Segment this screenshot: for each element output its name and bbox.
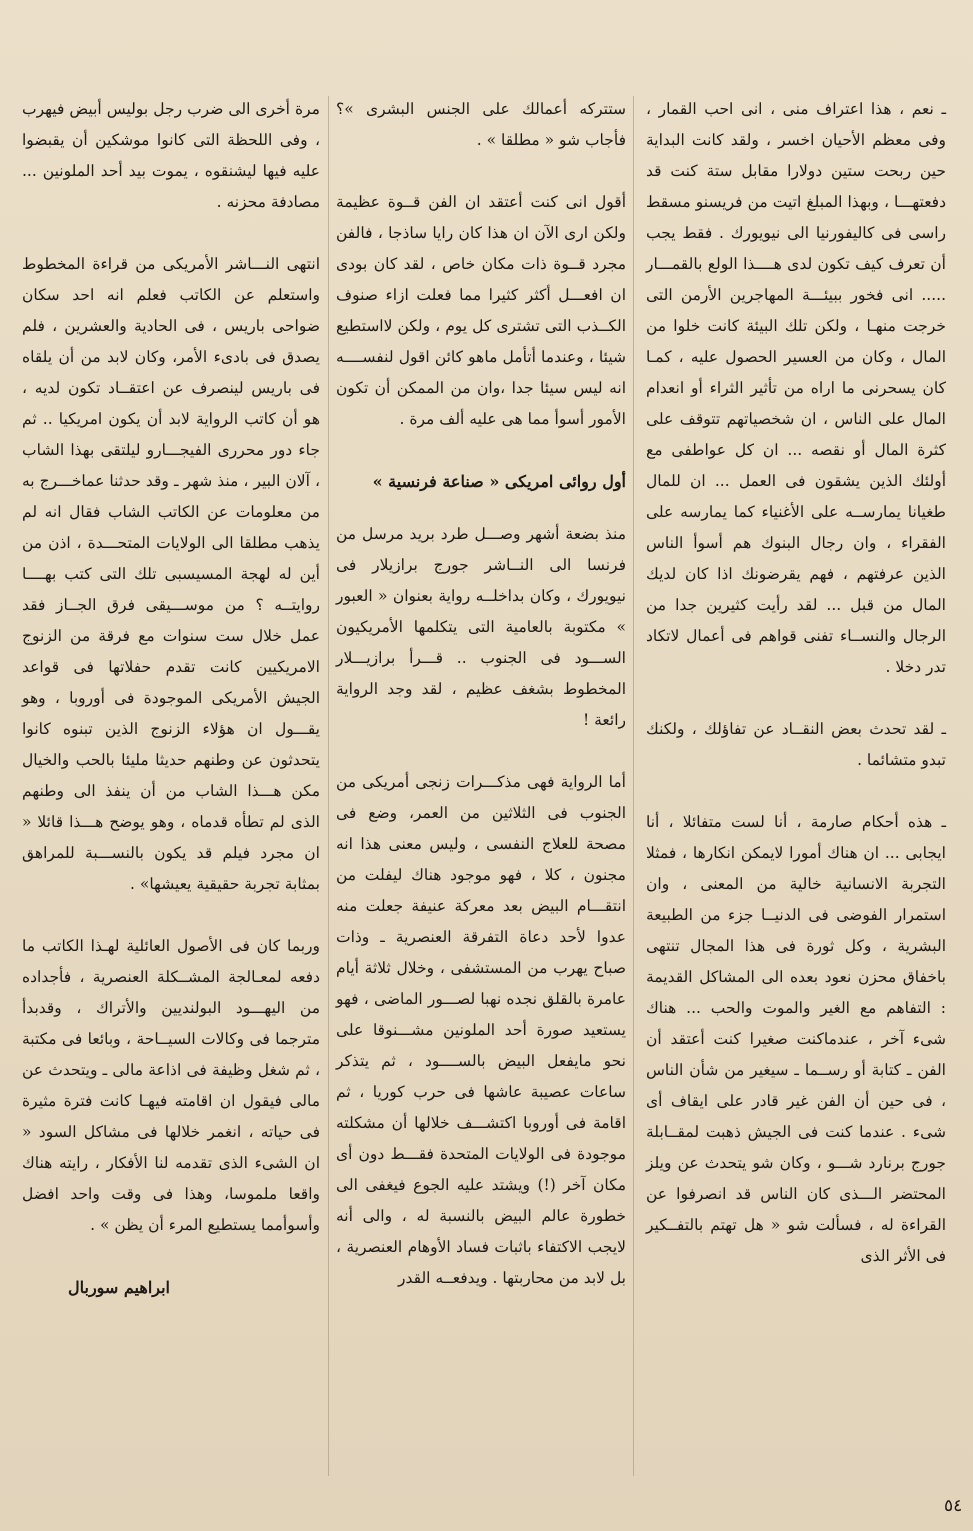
paragraph: ـ هذه أحكام صارمة ، أنا لست متفائلا ، أنا ايجابى ... ان هناك أمورا لايمكن انكارها ، فمثلا التجربة الانسانية خالية من المعنى ، وان استمرار الفوضى فى الدنيــا جزء من الطبيعة البشرية ، وكل ثورة فى هذا المجال تنتهى باخفاق محزن نعود بعده الى المشاكل القديمة : التفاهم مع الغير والموت والحب ... هناك شىء آخر ، عندماكنت صغيرا كنت أعتقد أن الفن ـ كتابة أو رســما ـ سيغير من شأن الناس ، فى حين أن الفن غير قادر على ايقاف أى شىء . عندما كنت فى الجيش ذهبت لمقــابلة جورج برنارد شـــو ، وكان شو يتحدث عن ويلز المحتضر الـــذى كان الناس قد انصرفوا عن القراءة له ، فسألت شو « هل تهتم بالتفــكير فى الأثر الذى [646, 813, 946, 1265]
column-middle [336, 94, 626, 1325]
paragraph: منذ بضعة أشهر وصـــل طرد بريد مرسل من فرنسا الى النــاشر جورج برازيلار فى نيويورك ، وكان بداخلــه رواية بعنوان « العبور » مكتوبة بالعامية التى يتكلمها الأمريكيون الســـود فى الجنوب .. قـــرأ برازيـــلار المخطوط بشغف عظيم ، لقد وجد الرواية رائعة ! [336, 525, 626, 729]
paragraph: أما الرواية فهى مذكـــرات زنجى أمريكى من الجنوب فى الثلاثين من العمر، وضع فى مصحة للعلاج النفسى ، وليس معنى هذا انه مجنون ، كلا ، فهو موجود هناك ليفلت من انتقـــام البيض بعد معركة عنيفة جعلت منه عدوا لأحد دعاة التفرقة العنصرية ـ وذات صباح يهرب من المستشفى ، وخلال ثلاثة أيام عامرة بالقلق نجده نهبا لصـــور الماضى ، فهو يستعيد صورة أحد الملونين مشـــنوقا على نحو مايفعل البيض بالســــود ، ثم يتذكر ساعات عصيبة عاشها فى حرب كوريا ، ثم اقامة فى أوروبا اكتشـــف خلالها أن مشكلته موجودة فى الولايات المتحدة فقـــط دون أى مكان آخر (!) ويشتد عليه الجوع فيغفى الى خطورة عالم البيض بالنسبة له ، والى أنه لايجب الاكتفاء باثبات فساد الأوهام العنصرية ، بل لابد من محاربتها . ويدفعــه القدر [336, 773, 626, 1287]
column-left [22, 94, 320, 1303]
section-heading: أول روائى امريكى « صناعة فرنسية » [372, 472, 626, 491]
column-divider-left [328, 96, 329, 1476]
paragraph: مرة أخرى الى ضرب رجل بوليس أبيض فيهرب ، وفى اللحظة التى كانوا موشكين أن يقبضوا عليه فيها ليشنقوه ، يموت بيد أحد الملونين ... مصادفة محزنه . [22, 100, 320, 211]
paragraph: انتهى النـــاشر الأمريكى من قراءة المخطوط واستعلم عن الكاتب فعلم انه احد سكان ضواحى باريس ، فى الحادية والعشرين ، فلم يصدق فى بادىء الأمر، وكان لابد من أن يلقاه فى باريس لينصرف عن اعتقــاد تكون لديه ، هو أن كاتب الرواية لابد أن يكون امريكيا .. ثم جاء دور محررى الفيجـــارو ليلتقى بهذا الشاب ، آلان البير ، منذ شهر ـ وقد حدثنا عماخـــرج به من معلومات عن الكاتب الشاب فقال انه لم يذهب مطلقا الى الولايات المتحـــدة ، اذن من أين له لهجة المسيسبى تلك التى كتب بهــــا روايتــه ؟ من موســـيقى فرق الجــاز فقد عمل خلال ست سنوات مع فرقة من الزنوج الامريكيين كانت تقدم حفلاتها فى قواعد الجيش الأمريكى الموجودة فى أوروبا ، وهو يقـــول ان هؤلاء الزنوج الذين تبنوه كانوا يتحدثون عن وطنهم حديثا ملیئا بالحب والخيال مكن هـــذا الشاب من أن ينفذ الى وطنهم الذى لم تطأه قدماه ، وهو يوضح هـــذا قائلا « ان مجرد فيلم قد يكون بالنســـبة للمراهق بمثابة تجربة حقيقية يعيشها» . [22, 255, 320, 893]
column-divider-right [633, 96, 634, 1476]
paragraph: وربما كان فى الأصول العائلية لهـذا الكاتب ما دفعه لمعـالجة المشــكلة العنصرية ، فأجداده من اليهـــود البولنديين والأتراك ، وقدبدأ مترجما فى وكالات السيــاحة ، وبائعا فى مكتبة ، ثم شغل وظيفة فى اذاعة مالى ـ ويتحدث عن مالى فيقول ان اقامته فيهـا كانت فترة مثيرة فى حياته ، انغمر خلالها فى مشاكل السود « ان الشىء الذى تقدمه لنا الأفكار ، رايته هناك واقعا ملموسا، وهذا فى وقت واحد افضل وأسوأمما يستطيع المرء أن يظن » . [22, 937, 320, 1234]
paragraph: أقول انى كنت أعتقد ان الفن قــوة عظيمة ولكن ارى الآن ان هذا كان رايا ساذجا ، فالفن مجرد قــوة ذات مكان خاص ، لقد كان بودى ان افعـــل أكثر كثيرا مما فعلت ازاء صنوف الكــذب التى تشترى كل يوم ، ولكن لااستطيع شيئا ، وعندما أتأمل ماهو كائن اقول لنفســــه انه ليس سيئا جدا ،وان من الممكن أن تكون الأمور أسوأ مما هى عليه ألف مرة . [336, 193, 626, 428]
paragraph: ـ لقد تحدث بعض النقــاد عن تفاؤلك ، ولكنك تبدو متشائما . [646, 720, 946, 769]
column-right [646, 94, 946, 1303]
page-number: ٥٤ [944, 1496, 963, 1516]
author-signature: ابراهيم سوربال [67, 1278, 170, 1297]
paragraph: ـ نعم ، هذا اعتراف منى ، انى احب القمار ، وفى معظم الأحيان اخسر ، ولقد كانت البداية حين ربحت ستين دولارا مقابل ستة كنت قد دفعتهـــا ، وبهذا المبلغ اتيت من فريسنو مسقط راسى فى كاليفورنيا الى نيويورك . فقط يجب أن تعرف كيف تكون لدى هــــذا الولع بالقمـــار ..... انى فخور ببيئـــة المهاجرين الأرمن التى خرجت منهـا ، ولكن تلك البيئة كانت خلوا من المال ، وكان من العسير الحصول عليه ، كمـا كان يسحرنى ما اراه من تأثير الثراء أو انعدام المال على الناس ، ان شخصياتهم تتوقف على كثرة المال أو نقصه ... ان كل عواطفى مع أولئك الذين يشقون فى العمل ... ان للمال طغيانا يمارســه على الأغنياء كما يمارسه على الفقراء ، وان رجال البنوك هم أسوأ الناس الذين عرفتهم ، فهم يقرضونك اذا كان لديك المال من قبل ... لقد رأيت كثيرين جدا من الرجال والنســاء تفنى قواهم فى أعمال لاتكاد تدر دخلا . [646, 100, 946, 676]
paragraph: ستتركه أعمالك على الجنس البشرى »؟ فأجاب شو « مطلقا » . [336, 100, 626, 149]
